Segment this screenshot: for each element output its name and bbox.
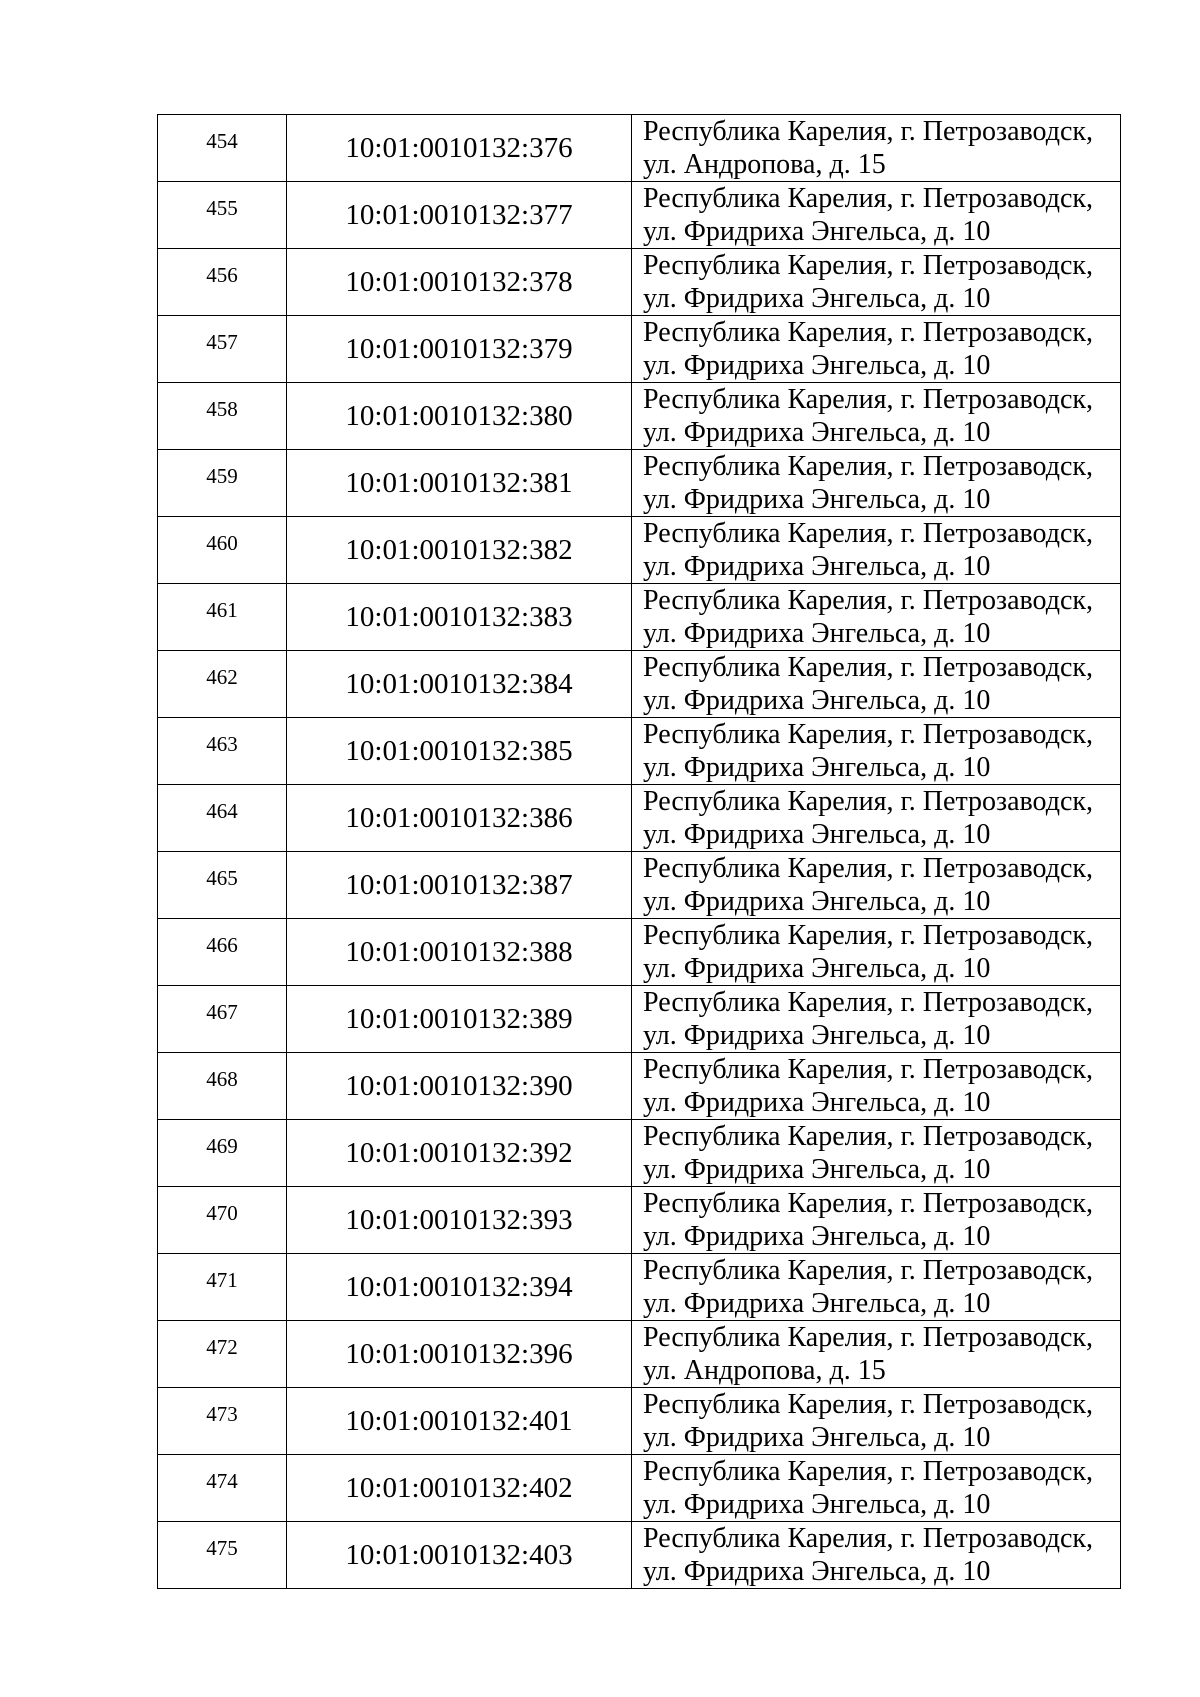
cadastral-number: 10:01:0010132:394 (287, 1254, 632, 1321)
address-line-street: ул. Фридриха Энгельса, д. 10 (643, 1288, 991, 1319)
address-line-street: ул. Андропова, д. 15 (643, 149, 886, 180)
table-row (158, 1388, 1121, 1455)
address-line-street: ул. Фридриха Энгельса, д. 10 (643, 551, 991, 582)
row-number: 460 (158, 517, 287, 584)
address-line-region: Республика Карелия, г. Петрозаводск, (643, 652, 1094, 683)
address-cell (632, 383, 1121, 450)
address-cell (632, 1522, 1121, 1589)
address-cell (632, 1254, 1121, 1321)
address-line-region: Республика Карелия, г. Петрозаводск, (643, 1389, 1094, 1420)
row-number: 470 (158, 1187, 287, 1254)
address-line-street: ул. Фридриха Энгельса, д. 10 (643, 350, 991, 381)
address-line-region: Республика Карелия, г. Петрозаводск, (643, 317, 1094, 348)
row-number: 457 (158, 316, 287, 383)
table-row (158, 785, 1121, 852)
address-line-region: Республика Карелия, г. Петрозаводск, (643, 451, 1094, 482)
row-number: 466 (158, 919, 287, 986)
row-number: 469 (158, 1120, 287, 1187)
table-row (158, 1254, 1121, 1321)
address-cell (632, 1053, 1121, 1120)
table-row (158, 852, 1121, 919)
cadastral-number: 10:01:0010132:377 (287, 182, 632, 249)
address-line-region: Республика Карелия, г. Петрозаводск, (643, 853, 1094, 884)
address-line-region: Республика Карелия, г. Петрозаводск, (643, 920, 1094, 951)
address-line-region: Республика Карелия, г. Петрозаводск, (643, 1456, 1094, 1487)
address-line-street: ул. Фридриха Энгельса, д. 10 (643, 886, 991, 917)
row-number: 456 (158, 249, 287, 316)
address-cell (632, 1321, 1121, 1388)
address-line-region: Республика Карелия, г. Петрозаводск, (643, 786, 1094, 817)
address-line-region: Республика Карелия, г. Петрозаводск, (643, 1188, 1094, 1219)
address-cell (632, 249, 1121, 316)
table-row (158, 517, 1121, 584)
cadastral-number: 10:01:0010132:376 (287, 115, 632, 182)
cadastral-number: 10:01:0010132:384 (287, 651, 632, 718)
address-line-street: ул. Фридриха Энгельса, д. 10 (643, 953, 991, 984)
cadastral-number: 10:01:0010132:402 (287, 1455, 632, 1522)
address-line-region: Республика Карелия, г. Петрозаводск, (643, 183, 1094, 214)
table-row (158, 115, 1121, 182)
row-number: 471 (158, 1254, 287, 1321)
address-line-region: Республика Карелия, г. Петрозаводск, (643, 250, 1094, 281)
row-number: 461 (158, 584, 287, 651)
row-number: 475 (158, 1522, 287, 1589)
address-line-street: ул. Фридриха Энгельса, д. 10 (643, 1556, 991, 1587)
address-line-street: ул. Фридриха Энгельса, д. 10 (643, 685, 991, 716)
cadastral-number: 10:01:0010132:388 (287, 919, 632, 986)
address-cell (632, 986, 1121, 1053)
address-line-street: ул. Фридриха Энгельса, д. 10 (643, 216, 991, 247)
address-line-street: ул. Фридриха Энгельса, д. 10 (643, 283, 991, 314)
table-row (158, 584, 1121, 651)
address-line-region: Республика Карелия, г. Петрозаводск, (643, 1255, 1094, 1286)
cadastral-number: 10:01:0010132:386 (287, 785, 632, 852)
cadastral-number: 10:01:0010132:401 (287, 1388, 632, 1455)
address-line-street: ул. Фридриха Энгельса, д. 10 (643, 417, 991, 448)
address-cell (632, 785, 1121, 852)
address-cell (632, 1120, 1121, 1187)
address-cell (632, 584, 1121, 651)
address-line-street: ул. Фридриха Энгельса, д. 10 (643, 1489, 991, 1520)
row-number: 464 (158, 785, 287, 852)
row-number: 468 (158, 1053, 287, 1120)
address-line-region: Республика Карелия, г. Петрозаводск, (643, 116, 1094, 147)
address-line-region: Республика Карелия, г. Петрозаводск, (643, 1523, 1094, 1554)
cadastral-number: 10:01:0010132:403 (287, 1522, 632, 1589)
cadastral-number: 10:01:0010132:389 (287, 986, 632, 1053)
address-line-street: ул. Фридриха Энгельса, д. 10 (643, 1221, 991, 1252)
table-row (158, 1053, 1121, 1120)
cadastral-number: 10:01:0010132:380 (287, 383, 632, 450)
address-line-street: ул. Фридриха Энгельса, д. 10 (643, 819, 991, 850)
table-row (158, 182, 1121, 249)
table-body (158, 115, 1121, 1589)
row-number: 472 (158, 1321, 287, 1388)
table-row (158, 986, 1121, 1053)
row-number: 458 (158, 383, 287, 450)
row-number: 454 (158, 115, 287, 182)
cadastral-number: 10:01:0010132:382 (287, 517, 632, 584)
table-row (158, 1187, 1121, 1254)
cadastral-number: 10:01:0010132:393 (287, 1187, 632, 1254)
row-number: 459 (158, 450, 287, 517)
address-cell (632, 450, 1121, 517)
table-row (158, 383, 1121, 450)
address-cell (632, 517, 1121, 584)
row-number: 465 (158, 852, 287, 919)
row-number: 473 (158, 1388, 287, 1455)
address-line-region: Республика Карелия, г. Петрозаводск, (643, 719, 1094, 750)
address-line-street: ул. Фридриха Энгельса, д. 10 (643, 752, 991, 783)
address-line-region: Республика Карелия, г. Петрозаводск, (643, 1322, 1094, 1353)
address-line-region: Республика Карелия, г. Петрозаводск, (643, 987, 1094, 1018)
address-cell (632, 651, 1121, 718)
table-row (158, 450, 1121, 517)
table-row (158, 1120, 1121, 1187)
address-cell (632, 1187, 1121, 1254)
table-row (158, 651, 1121, 718)
address-line-region: Республика Карелия, г. Петрозаводск, (643, 585, 1094, 616)
address-cell (632, 1388, 1121, 1455)
cadastral-number: 10:01:0010132:378 (287, 249, 632, 316)
address-line-street: ул. Фридриха Энгельса, д. 10 (643, 1422, 991, 1453)
row-number: 474 (158, 1455, 287, 1522)
address-line-street: ул. Андропова, д. 15 (643, 1355, 886, 1386)
address-line-street: ул. Фридриха Энгельса, д. 10 (643, 1154, 991, 1185)
address-line-region: Республика Карелия, г. Петрозаводск, (643, 1121, 1094, 1152)
cadastral-number: 10:01:0010132:379 (287, 316, 632, 383)
row-number: 462 (158, 651, 287, 718)
table-row (158, 1321, 1121, 1388)
address-line-region: Республика Карелия, г. Петрозаводск, (643, 518, 1094, 549)
address-cell (632, 115, 1121, 182)
cadastral-number: 10:01:0010132:381 (287, 450, 632, 517)
cadastral-number: 10:01:0010132:385 (287, 718, 632, 785)
address-line-street: ул. Фридриха Энгельса, д. 10 (643, 618, 991, 649)
address-cell (632, 718, 1121, 785)
address-cell (632, 316, 1121, 383)
table-row (158, 1455, 1121, 1522)
address-line-street: ул. Фридриха Энгельса, д. 10 (643, 1087, 991, 1118)
table-row (158, 919, 1121, 986)
table-row (158, 316, 1121, 383)
table-row (158, 1522, 1121, 1589)
cadastral-number: 10:01:0010132:387 (287, 852, 632, 919)
cadastral-table (157, 114, 1121, 1589)
address-cell (632, 919, 1121, 986)
cadastral-number: 10:01:0010132:392 (287, 1120, 632, 1187)
address-cell (632, 852, 1121, 919)
address-line-street: ул. Фридриха Энгельса, д. 10 (643, 1020, 991, 1051)
address-line-region: Республика Карелия, г. Петрозаводск, (643, 1054, 1094, 1085)
address-line-region: Республика Карелия, г. Петрозаводск, (643, 384, 1094, 415)
table-row (158, 249, 1121, 316)
address-cell (632, 182, 1121, 249)
row-number: 463 (158, 718, 287, 785)
address-line-street: ул. Фридриха Энгельса, д. 10 (643, 484, 991, 515)
cadastral-number: 10:01:0010132:390 (287, 1053, 632, 1120)
row-number: 455 (158, 182, 287, 249)
cadastral-number: 10:01:0010132:383 (287, 584, 632, 651)
address-cell (632, 1455, 1121, 1522)
cadastral-number: 10:01:0010132:396 (287, 1321, 632, 1388)
table-row (158, 718, 1121, 785)
row-number: 467 (158, 986, 287, 1053)
